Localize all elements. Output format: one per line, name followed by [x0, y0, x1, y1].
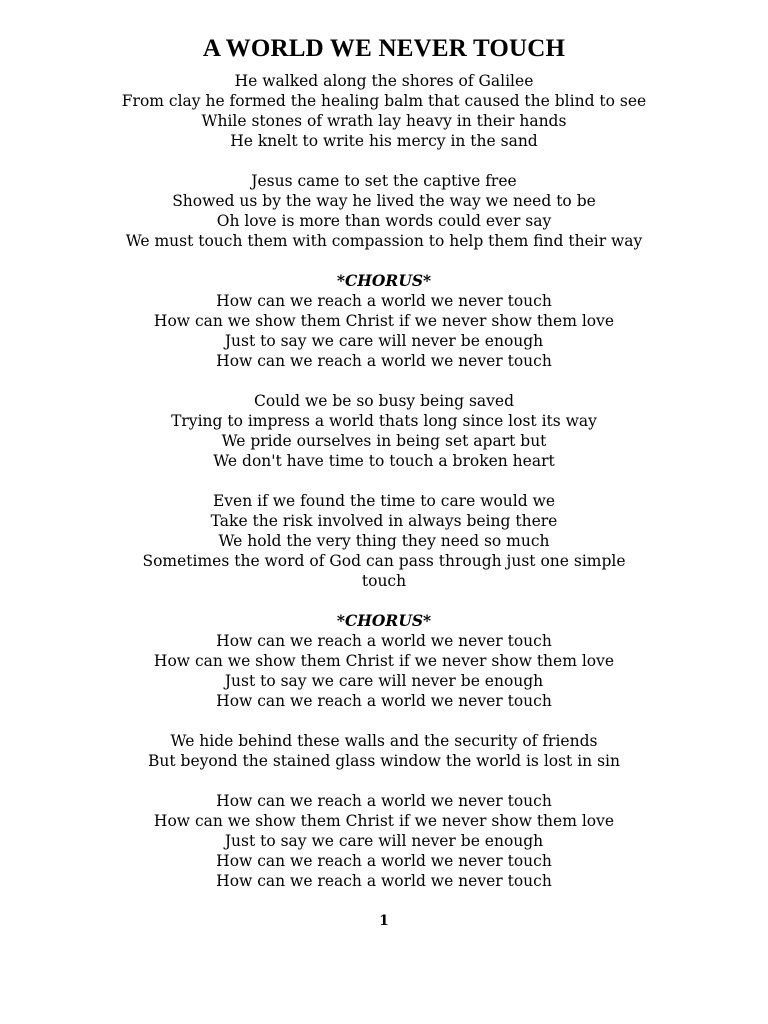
lyric-line: We pride ourselves in being set apart but [221, 432, 547, 450]
lyric-line: How can we reach a world we never touch [216, 352, 552, 370]
stanza [0, 611, 768, 711]
lyric-line: Take the risk involved in always being there [210, 512, 558, 530]
lyric-line: How can we reach a world we never touch [216, 872, 552, 890]
stanza [0, 491, 768, 591]
lyric-line: Just to say we care will never be enough [224, 332, 544, 350]
lyric-line: How can we reach a world we never touch [216, 632, 552, 650]
chorus-label: *CHORUS* [336, 271, 432, 290]
lyric-line: But beyond the stained glass window the world is lost in sin [148, 752, 620, 770]
lyric-line: While stones of wrath lay heavy in their hands [201, 112, 567, 130]
page-number: 1 [379, 913, 389, 929]
lyric-line: We don't have time to touch a broken heart [213, 452, 555, 470]
lyric-line: We hold the very thing they need so much [218, 532, 550, 550]
lyric-line: Sometimes the word of God can pass through just one simple [142, 552, 626, 570]
lyric-line: Showed us by the way he lived the way we need to be [172, 192, 596, 210]
lyric-line: He walked along the shores of Galilee [234, 72, 534, 90]
lyric-line: We hide behind these walls and the security of friends [170, 732, 598, 750]
lyric-line: Could we be so busy being saved [253, 392, 515, 410]
lyric-line: How can we show them Christ if we never show them love [153, 812, 615, 830]
lyric-line: How can we reach a world we never touch [216, 692, 552, 710]
lyric-line: How can we show them Christ if we never show them love [153, 652, 615, 670]
chorus-label: *CHORUS* [336, 611, 432, 630]
lyric-line: How can we reach a world we never touch [216, 852, 552, 870]
lyric-line: Even if we found the time to care would we [212, 492, 556, 510]
lyric-line: He knelt to write his mercy in the sand [230, 132, 538, 150]
lyric-line: Jesus came to set the captive free [251, 172, 517, 190]
stanza [0, 271, 768, 371]
lyric-line: We must touch them with compassion to help them find their way [125, 232, 643, 250]
lyrics-body [0, 71, 768, 911]
lyric-line: How can we reach a world we never touch [216, 292, 552, 310]
lyric-line: How can we show them Christ if we never show them love [153, 312, 615, 330]
stanza [0, 791, 768, 891]
lyric-line: Just to say we care will never be enough [224, 672, 544, 690]
lyric-line: From clay he formed the healing balm that caused the blind to see [121, 92, 647, 110]
stanza [0, 71, 768, 151]
lyric-line: touch [361, 572, 407, 590]
lyric-line: How can we reach a world we never touch [216, 792, 552, 810]
lyric-line: Trying to impress a world thats long since lost its way [171, 412, 597, 430]
stanza [0, 391, 768, 471]
lyric-line: Oh love is more than words could ever say [216, 212, 552, 230]
lyric-line: Just to say we care will never be enough [224, 832, 544, 850]
stanza [0, 171, 768, 251]
stanza [0, 731, 768, 771]
song-title: A WORLD WE NEVER TOUCH [202, 35, 566, 62]
